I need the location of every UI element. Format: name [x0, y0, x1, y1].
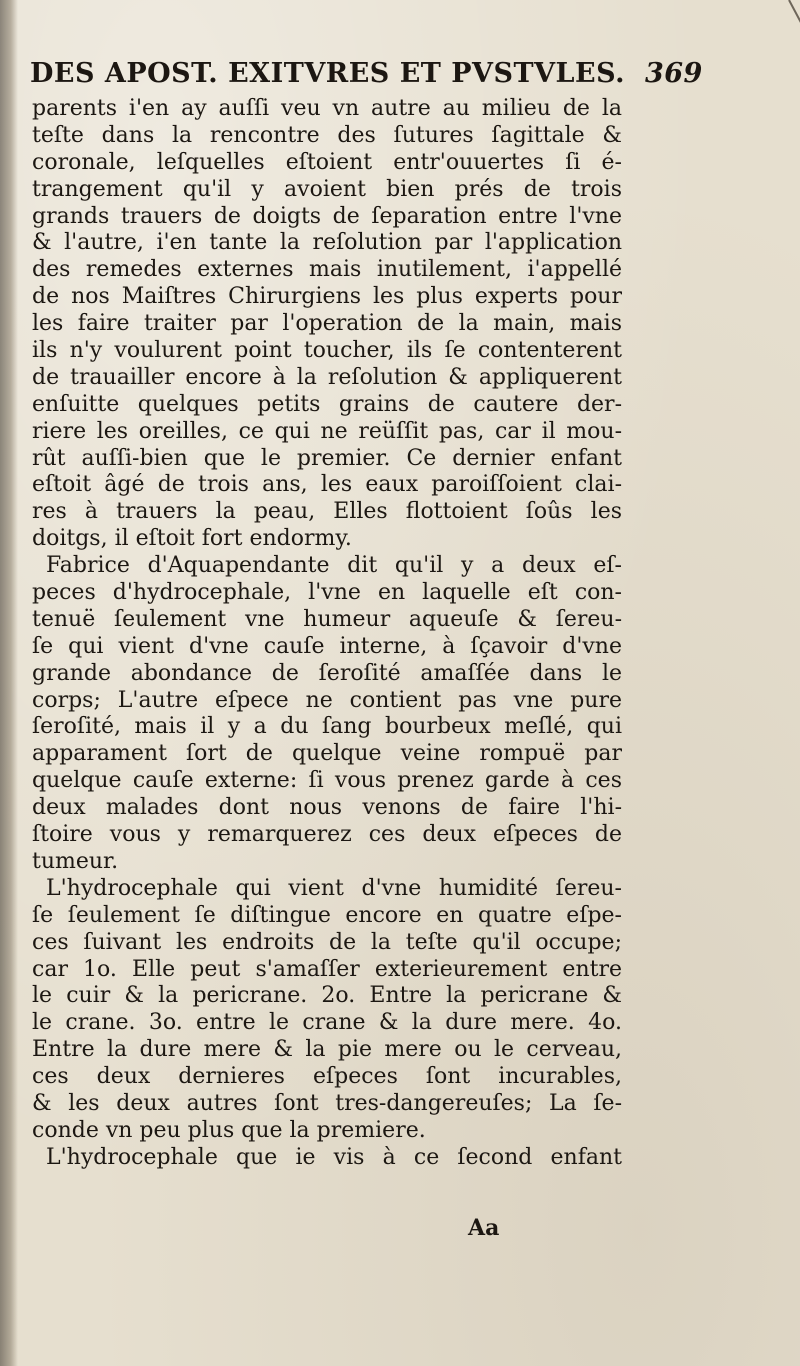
text-line: corps; L'autre eſpece ne contient pas vne pure — [32, 687, 622, 713]
text-line: & les deux autres ſont tres-dangereuſes; La ſe- — [32, 1090, 622, 1116]
signature-mark: Aa — [468, 1215, 500, 1241]
text-line: peces d'hydrocephale, l'vne en laquelle eſt con- — [32, 580, 622, 606]
text-line: car 1o. Elle peut s'amaſſer exterieurement entre — [32, 956, 622, 982]
page-corner-crease — [788, 0, 800, 71]
text-line: L'hydrocephale qui vient d'vne humidité ſereu- — [46, 875, 622, 901]
running-title: DES APOST. EXITVRES ET PVSTVLES. — [30, 58, 626, 89]
page-number: 369 — [644, 58, 703, 89]
text-line: trangement qu'il y avoient bien prés de trois — [32, 176, 622, 202]
text-line: eſtoit âgé de trois ans, les eaux paroiſſoient clai- — [32, 472, 622, 498]
text-line: parents i'en ay auſſi veu vn autre au milieu de la — [32, 96, 622, 121]
running-head — [30, 58, 703, 89]
text-line: teſte dans la rencontre des ſutures ſagittale & — [32, 122, 622, 148]
text-line: Fabrice d'Aquapendante dit qu'il y a deux eſ- — [46, 553, 622, 579]
text-line: ſe ſeulement ſe diſtingue encore en quatre eſpe- — [32, 902, 622, 928]
text-line: ſtoire vous y remarquerez ces deux eſpeces de — [32, 822, 622, 848]
text-line: le cuir & la pericrane. 2o. Entre la pericrane & — [32, 983, 622, 1009]
text-line: de nos Maiſtres Chirurgiens les plus experts pour — [32, 284, 622, 310]
text-line: apparament ſort de quelque veine rompuë par — [32, 741, 622, 767]
text-line: coronale, leſquelles eſtoient entr'ouuertes ſi é- — [32, 149, 622, 175]
text-line: res à trauers la peau, Elles flottoient ſoûs les — [32, 499, 622, 525]
text-line: tumeur. — [32, 848, 119, 874]
text-line: ces deux dernieres eſpeces ſont incurables, — [32, 1064, 622, 1090]
text-line: rût auſſi-bien que le premier. Ce dernier enfant — [32, 445, 622, 471]
text-line: & l'autre, i'en tante la reſolution par l'application — [32, 230, 622, 256]
text-line: quelque cauſe externe: ſi vous prenez garde à ces — [32, 768, 622, 794]
text-line: ſeroſité, mais il y a du ſang bourbeux meſlé, qui — [32, 714, 622, 740]
text-line: ſe qui vient d'vne cauſe interne, à ſçavoir d'vne — [32, 633, 622, 659]
text-line: Entre la dure mere & la pie mere ou le cerveau, — [32, 1037, 622, 1063]
text-line: grands trauers de doigts de ſeparation entre l'vne — [32, 203, 622, 229]
text-line: les faire traiter par l'operation de la main, mais — [32, 311, 622, 337]
text-line: L'hydrocephale que ie vis à ce ſecond enfant — [46, 1144, 622, 1170]
text-line: doitgs, il eſtoit fort endormy. — [32, 526, 352, 552]
text-line: deux malades dont nous venons de faire l'hi- — [32, 795, 622, 821]
text-line: ces ſuivant les endroits de la teſte qu'il occupe; — [32, 929, 622, 955]
text-line: enſuitte quelques petits grains de cautere der- — [32, 391, 622, 417]
text-line: riere les oreilles, ce qui ne reüſſit pas, car il mou- — [32, 418, 622, 444]
body-text — [32, 96, 622, 1172]
text-line: le crane. 3o. entre le crane & la dure mere. 4o. — [32, 1010, 622, 1036]
binding-gutter — [0, 0, 18, 1366]
text-line: grande abondance de ſeroſité amaſſée dans le — [32, 660, 622, 686]
text-line: tenuë ſeulement vne humeur aqueuſe & ſereu- — [32, 606, 622, 632]
text-line: conde vn peu plus que la premiere. — [32, 1117, 426, 1143]
text-line: de trauailler encore à la reſolution & appliquerent — [32, 364, 622, 390]
text-line: des remedes externes mais inutilement, i'appellé — [32, 257, 622, 283]
text-line: ils n'y voulurent point toucher, ils ſe contenterent — [32, 338, 622, 364]
